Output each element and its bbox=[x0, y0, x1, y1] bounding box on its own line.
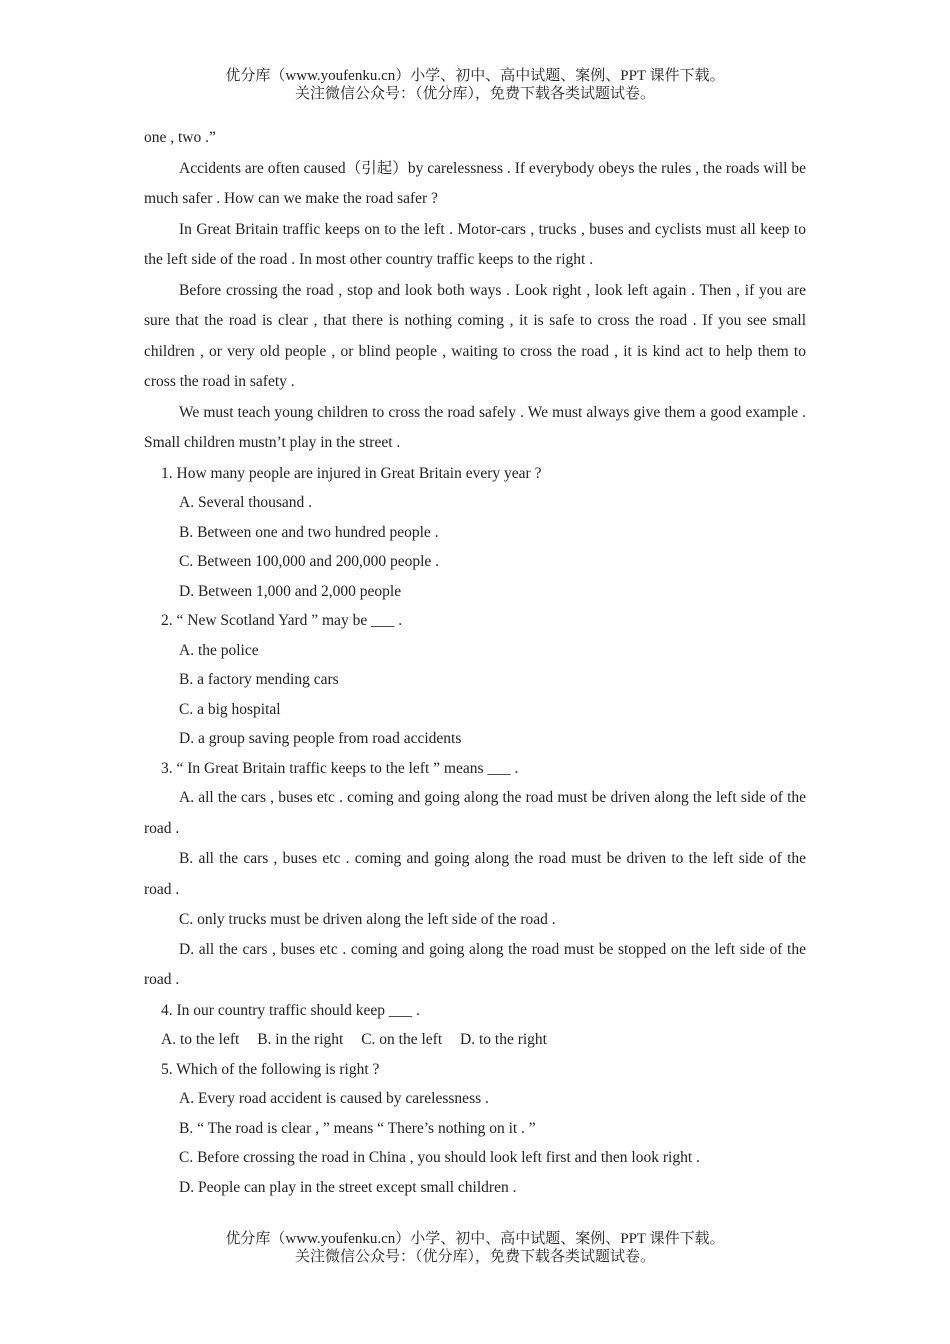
option-c: C. Between 100,000 and 200,000 people . bbox=[179, 553, 440, 570]
passage-paragraph-4: We must teach young children to cross the road safely . We must always give them a good example . Small children mustn’t play in the street . bbox=[144, 403, 806, 451]
option-a: A. all the cars , buses etc . coming and going along the road must be driven along the left side of the road . bbox=[144, 789, 806, 837]
option-c: C. Before crossing the road in China , you should look left first and then look right . bbox=[179, 1149, 700, 1166]
option-d: D. People can play in the street except small children . bbox=[179, 1178, 517, 1196]
option-a: A. Several thousand . bbox=[179, 494, 313, 511]
option-b: B. in the right bbox=[257, 1031, 344, 1048]
passage-paragraph-2: In Great Britain traffic keeps on to the left . Motor-cars , trucks , buses and cyclists must all keep to the left side of the road . In most other country traffic keeps to the right . bbox=[144, 220, 806, 268]
option-b: B. all the cars , buses etc . coming and going along the road must be driven to the left side of the road . bbox=[144, 850, 806, 898]
option-b: B. “ The road is clear , ” means “ There’s nothing on it . ” bbox=[179, 1119, 536, 1137]
footer-line-2: 关注微信公众号：（优分库），免费下载各类试题试卷。 bbox=[294, 1249, 655, 1265]
question-stem: 1. How many people are injured in Great Britain every year ? bbox=[161, 464, 542, 482]
header-line-2: 关注微信公众号：（优分库），免费下载各类试题试卷。 bbox=[294, 86, 655, 102]
option-d: D. all the cars , buses etc . coming and going along the road must be stopped on the left side of the road . bbox=[144, 940, 806, 988]
page-footer bbox=[0, 1230, 950, 1266]
option-b: B. a factory mending cars bbox=[179, 671, 339, 688]
footer-line-1: 优分库（www.youfenku.cn）小学、初中、高中试题、案例、PPT 课件下载。 bbox=[225, 1231, 725, 1247]
option-d: D. a group saving people from road accidents bbox=[179, 730, 462, 747]
question-4 bbox=[144, 996, 806, 1055]
question-3 bbox=[144, 754, 806, 996]
question-2 bbox=[144, 606, 806, 754]
option-a: A. Every road accident is caused by carelessness . bbox=[179, 1090, 489, 1107]
document-body bbox=[144, 123, 806, 1202]
question-5 bbox=[144, 1055, 806, 1203]
option-c: C. on the left bbox=[361, 1031, 443, 1048]
page-header bbox=[0, 67, 950, 103]
passage-paragraph-3: Before crossing the road , stop and look both ways . Look right , look left again . Then , if you are sure that the road is clear , that there is nothing coming , it is safe to cross the road . If you see small children , or very old people , or blind people , waiting to cross the road , it is kind act to help them to cross the road in safety . bbox=[144, 281, 806, 390]
option-d: D. to the right bbox=[460, 1031, 547, 1048]
question-1 bbox=[144, 459, 806, 607]
option-c: C. only trucks must be driven along the left side of the road . bbox=[179, 911, 556, 928]
passage-fragment: one , two .” bbox=[144, 129, 216, 146]
option-a: A. the police bbox=[179, 641, 259, 659]
question-stem: 5. Which of the following is right ? bbox=[161, 1060, 380, 1078]
option-c: C. a big hospital bbox=[179, 700, 281, 718]
header-line-1: 优分库（www.youfenku.cn）小学、初中、高中试题、案例、PPT 课件下载。 bbox=[225, 68, 725, 84]
option-b: B. Between one and two hundred people . bbox=[179, 523, 439, 541]
passage-paragraph-1: Accidents are often caused（引起）by carelessness . If everybody obeys the rules , the roads will be much safer . How can we make the road safer ? bbox=[144, 159, 806, 207]
question-stem: 3. “ In Great Britain traffic keeps to the left ” means ___ . bbox=[161, 759, 519, 777]
option-d: D. Between 1,000 and 2,000 people bbox=[179, 582, 402, 600]
option-a: A. to the left bbox=[161, 1031, 240, 1048]
question-stem: 2. “ New Scotland Yard ” may be ___ . bbox=[161, 612, 403, 629]
inline-options bbox=[144, 1025, 806, 1055]
question-stem: 4. In our country traffic should keep ___ . bbox=[161, 1001, 420, 1019]
